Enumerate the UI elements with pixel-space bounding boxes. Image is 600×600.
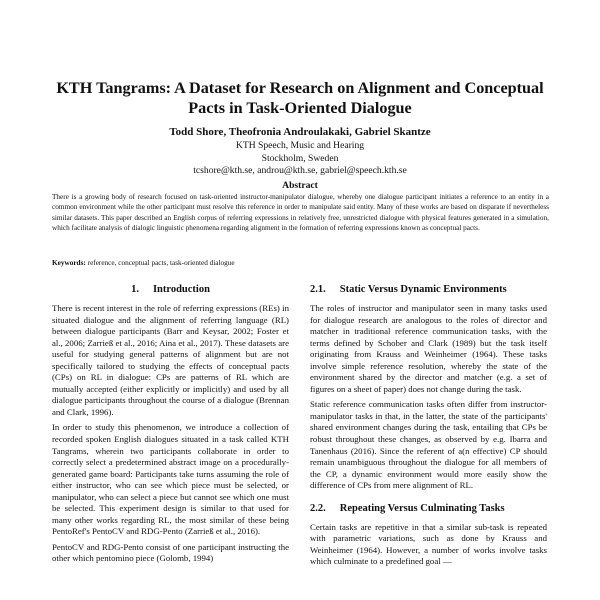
affiliation-block	[40, 140, 560, 178]
affiliation-location: Stockholm, Sweden	[261, 152, 339, 164]
paper-title: KTH Tangrams: A Dataset for Research on Alignment and Conceptual Pacts in Task-Oriented Dialogue	[56, 79, 544, 117]
section-number: 1.	[131, 284, 139, 295]
abstract-text: There is a growing body of research focused on task-oriented instructor-manipulator dialogue, whereby one dialogue participant initiates a reference to an entity in a common environment while the other participant must resolve this reference in order to manipulate said entity. Many of these works are based on disparate if nevertheless similar datasets. This paper described an English corpus of referring expressions in relatively free, unrestricted dialogue with physical features generated in a simulation, which facilitate analysis of dialogic linguistic phenomena regarding alignment in the formation of referring expressions known as conceptual pacts.	[52, 193, 549, 233]
paragraph: In order to study this phenomenon, we introduce a collection of recorded spoken English dialogues situated in a task called KTH Tangrams, wherein two participants collaborate in order to correctly select a predetermined abstract image on a procedurally-generated game board: Participants take turns assuming the role of either instructor, who can see which piece must be selected, or manipulator, who can select a piece but cannot see which one must be selected. This experiment design is similar to that used for many other works regarding RL, the most similar of these being PentoRef's PentoCV and RDG-Pento (Zarrieß et al., 2016).	[52, 422, 289, 537]
subsection-title: Repeating Versus Culminating Tasks	[339, 502, 505, 514]
paragraph: The roles of instructor and manipulator seen in many tasks used for dialogue research are analogous to the roles of director and matcher in traditional reference communication tasks, with the terms defined by Schober and Clark (1989) but the task itself originating from Krauss and Weinheimer (1964). These tasks involve simple reference resolution, whereby the state of the environment shared by the director and matcher (e.g. a set of figures on a sheet of paper) does not change during the task.	[310, 303, 547, 394]
subsection-heading-static-dynamic	[310, 283, 547, 297]
author-list: Todd Shore, Theofronia Androulakaki, Gabriel Skantze	[169, 126, 431, 138]
left-column	[52, 283, 289, 569]
paragraph: Static reference communication tasks often differ from instructor-manipulator tasks in that, in the latter, the state of the participants' shared environment changes during the task, entailing that CPs be robust throughout these changes, as observed by e.g. Ibarra and Tanenhaus (2016). Since the referent of a(n effective) CP should remain unambiguous throughout the dialogue for all members of the CP, a dynamic environment would more easily show the difference of CPs from mere alignment of RL.	[310, 399, 547, 491]
affiliation-dept: KTH Speech, Music and Hearing	[235, 140, 365, 151]
abstract-heading: Abstract	[282, 180, 318, 191]
section-title: Introduction	[152, 284, 210, 295]
keywords-label: Keywords:	[52, 259, 86, 267]
paragraph: Certain tasks are repetitive in that a similar sub-task is repeated with parametric variations, such as done by Krauss and Weinheimer (1964). However, a number of works involve tasks which culminate to a predefined goal —	[310, 521, 547, 567]
right-column	[310, 283, 547, 572]
subsection-title: Static Versus Dynamic Environments	[339, 284, 507, 295]
keywords-line	[52, 258, 549, 268]
paragraph: PentoCV and RDG-Pento consist of one participant instructing the other which pentomino piece (Golomb, 1994)	[52, 541, 289, 564]
paragraph: There is recent interest in the role of referring expressions (REs) in situated dialogue and the alignment of referring language (RL) between dialogue participants (Barr and Keysar, 2002; Foster et al., 2006; Zarrieß et al., 2016; Aina et al., 2017). These datasets are useful for studying general patterns of alignment but are not specifically tailored to studying the effects of conceptual pacts (CPs) on RL in dialogue: CPs are patterns of RL which are mutually accepted (either explicitly or implicitly) and used by all dialogue participants throughout the course of a dialogue (Brennan and Clark, 1996).	[52, 303, 289, 417]
subsection-heading-repeating-culminating	[310, 502, 547, 516]
author-emails: tcshore@kth.se, androu@kth.se, gabriel@speech.kth.se	[193, 165, 407, 176]
subsection-number: 2.1.	[310, 284, 326, 295]
subsection-number: 2.2.	[310, 502, 326, 514]
keywords-text: reference, conceptual pacts, task-oriented dialogue	[87, 259, 235, 267]
section-heading-introduction	[52, 283, 289, 297]
